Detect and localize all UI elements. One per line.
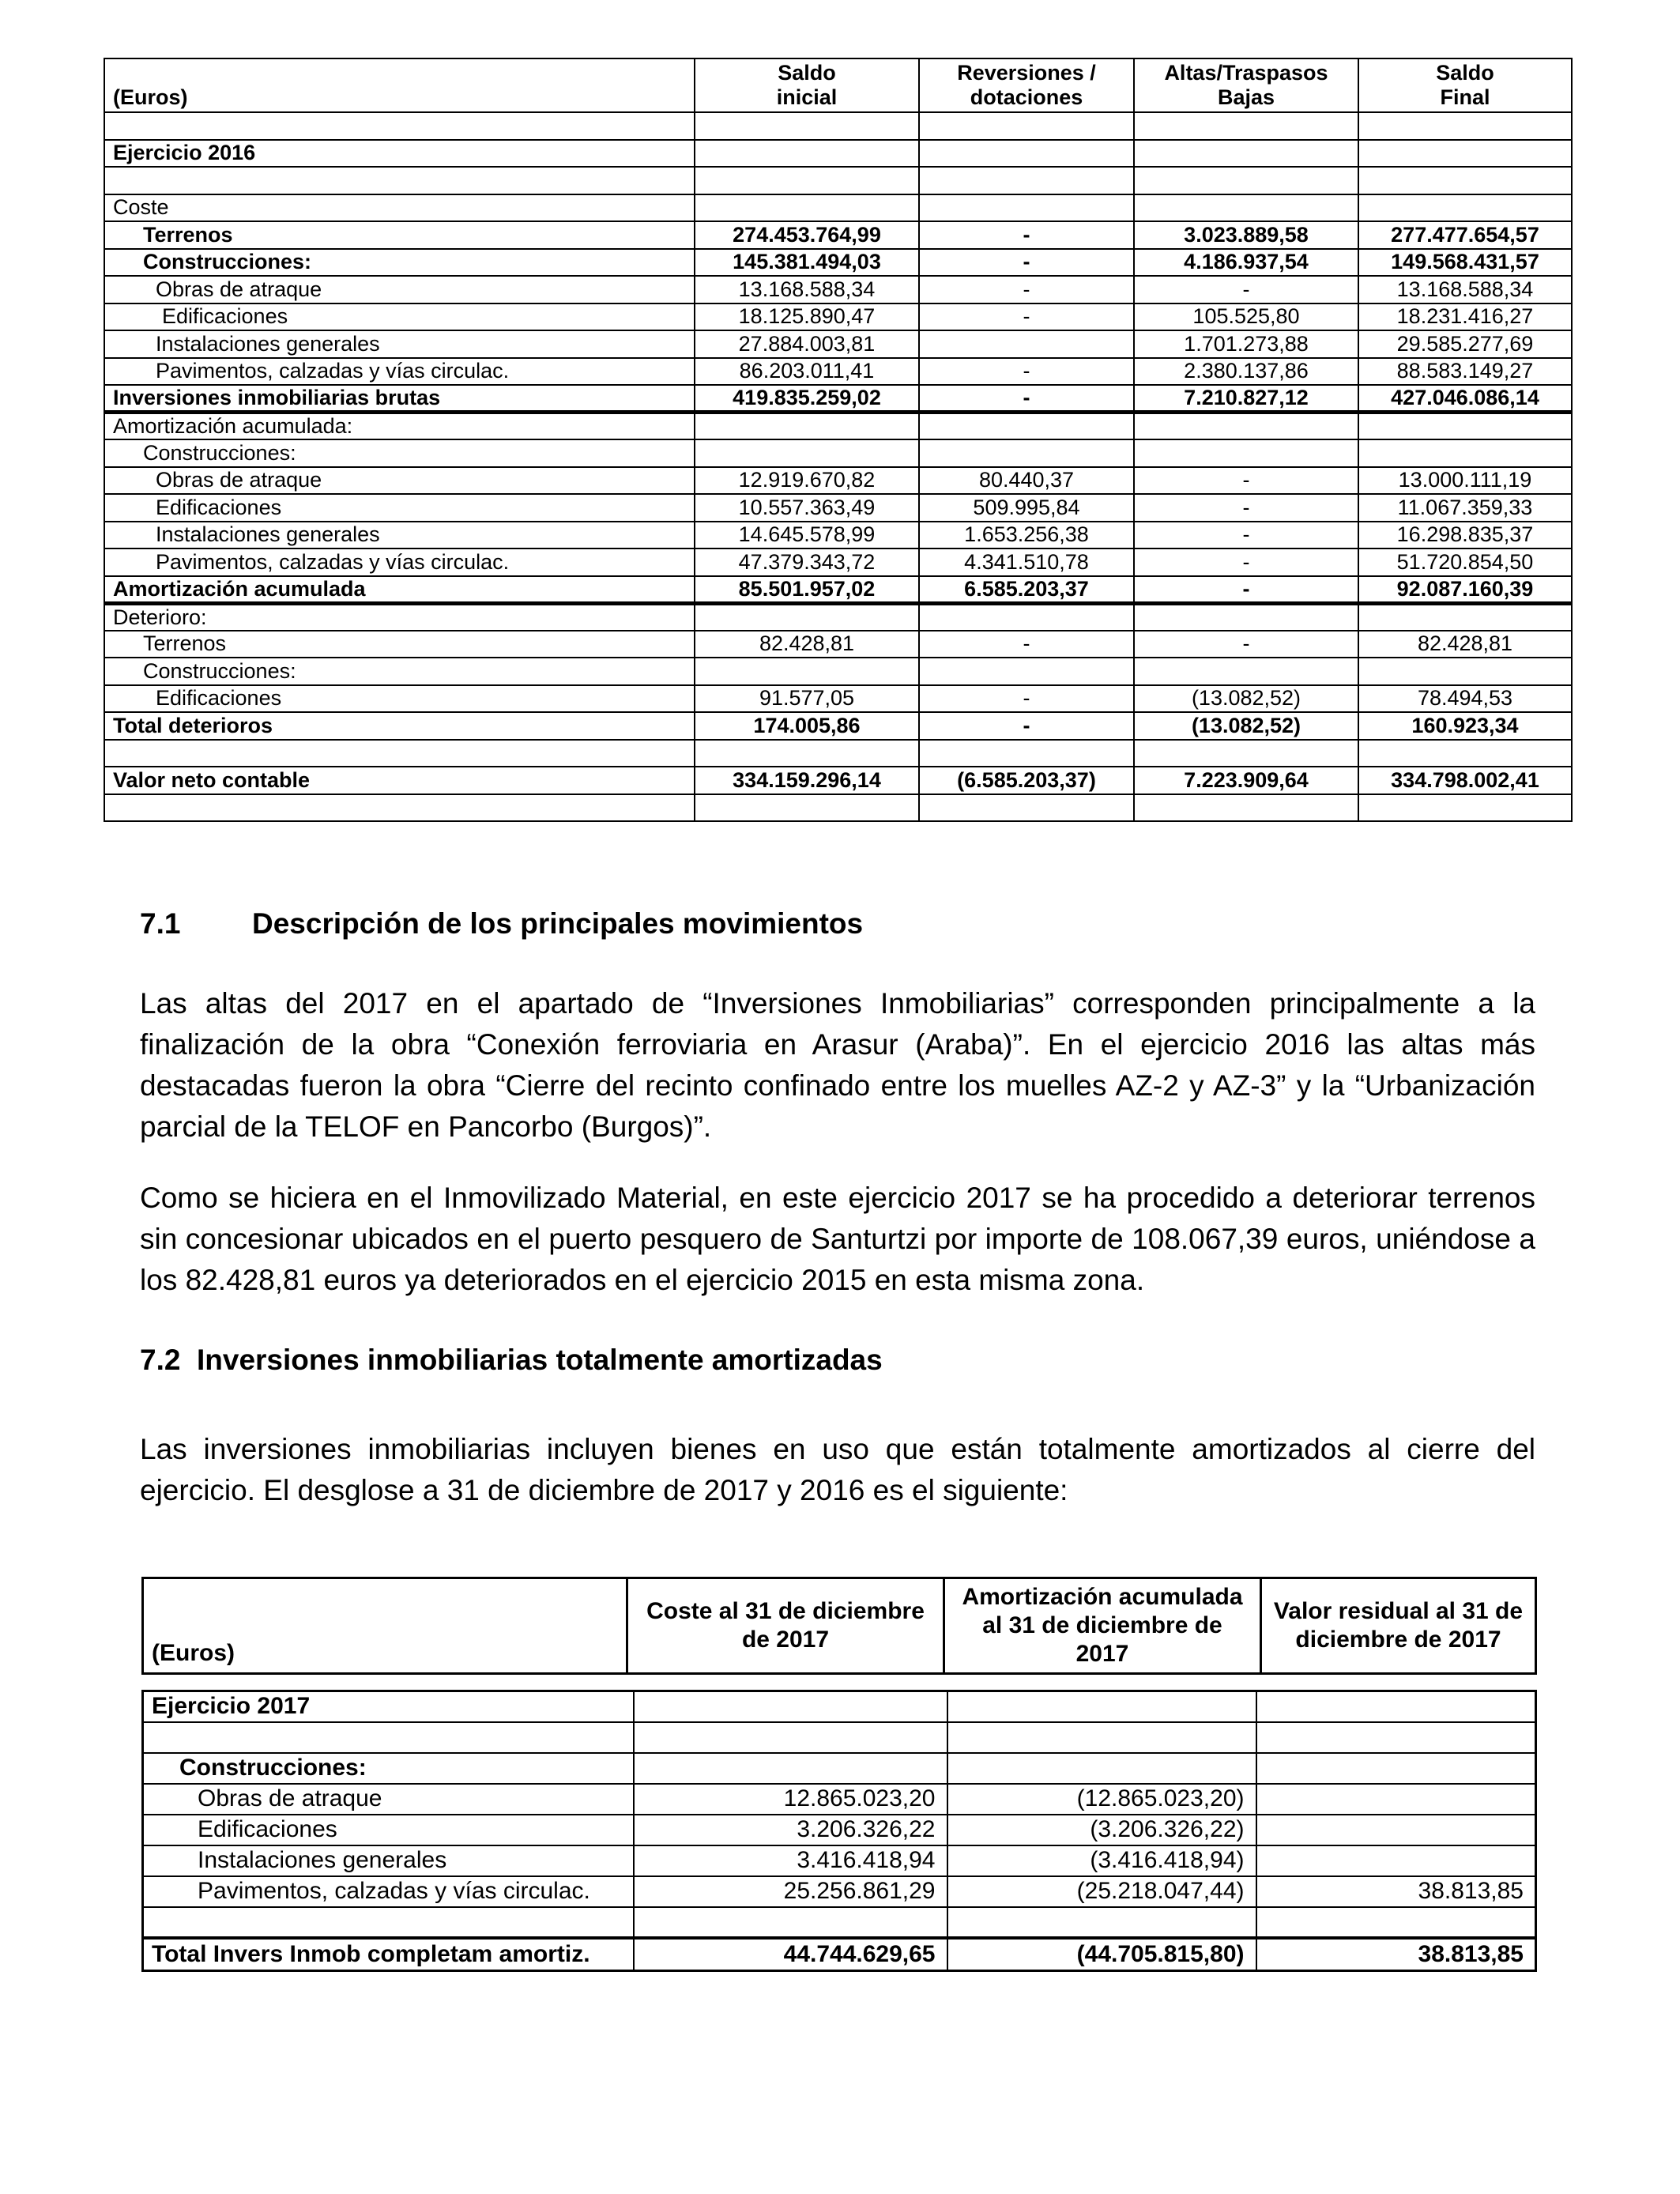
row-value: -	[919, 712, 1134, 740]
row-value: 44.744.629,65	[634, 1938, 947, 1971]
row-value: (13.082,52)	[1134, 712, 1358, 740]
row-value: 47.379.343,72	[695, 548, 919, 576]
row-value: 160.923,34	[1358, 712, 1572, 740]
table-row	[104, 794, 1572, 822]
row-value: 427.046.086,14	[1358, 385, 1572, 413]
row-value: 82.428,81	[1358, 631, 1572, 658]
fully-amortized-table-header	[141, 1577, 1537, 1675]
row-value: 4.341.510,78	[919, 548, 1134, 576]
row-value: 25.256.861,29	[634, 1876, 947, 1907]
row-value: 86.203.011,41	[695, 358, 919, 386]
table-row	[104, 467, 1572, 495]
row-value: 88.583.149,27	[1358, 358, 1572, 386]
table-row	[104, 712, 1572, 740]
row-label	[104, 112, 695, 140]
row-value: -	[919, 385, 1134, 413]
section-7-2-title: Inversiones inmobiliarias totalmente amortizadas	[197, 1344, 883, 1376]
section-7-2-heading	[140, 1344, 883, 1377]
row-value: -	[919, 276, 1134, 303]
row-value: 7.210.827,12	[1134, 385, 1358, 413]
table2-header-valor-residual: Valor residual al 31 de diciembre de 2017	[1261, 1578, 1536, 1674]
row-value	[919, 330, 1134, 358]
row-value: 12.919.670,82	[695, 467, 919, 495]
row-label: Obras de atraque	[104, 276, 695, 303]
row-value: 85.501.957,02	[695, 576, 919, 604]
row-label: Instalaciones generales	[104, 330, 695, 358]
row-value: 27.884.003,81	[695, 330, 919, 358]
row-label: Edificaciones	[104, 685, 695, 713]
table-row	[143, 1691, 1536, 1722]
row-value: 6.585.203,37	[919, 576, 1134, 604]
row-value: 92.087.160,39	[1358, 576, 1572, 604]
row-value	[919, 167, 1134, 194]
row-value	[1256, 1907, 1536, 1938]
table-row	[104, 548, 1572, 576]
table-row	[104, 767, 1572, 794]
row-value	[695, 658, 919, 685]
row-value: -	[919, 221, 1134, 249]
table2-header-amortizacion: Amortización acumulada al 31 de diciembre de 2017	[944, 1578, 1261, 1674]
row-value: 13.168.588,34	[695, 276, 919, 303]
row-value	[1134, 167, 1358, 194]
row-value	[1134, 112, 1358, 140]
row-value	[1256, 1845, 1536, 1876]
row-label: Obras de atraque	[104, 467, 695, 495]
row-value: -	[919, 631, 1134, 658]
section-7-1-paragraph-2: Como se hiciera en el Inmovilizado Material, en este ejercicio 2017 se ha procedido a deteriorar terrenos sin concesionar ubicados en el puerto pesquero de Santurtzi por importe de 108.067,39 euros, uniéndose a los 82.428,81 euros ya deteriorados en el ejercicio 2015 en esta misma zona.	[140, 1182, 1535, 1296]
table2-header-row	[143, 1578, 1536, 1674]
row-value	[1134, 794, 1358, 822]
row-value	[1256, 1691, 1536, 1722]
row-value: -	[1134, 631, 1358, 658]
table-row	[104, 439, 1572, 467]
row-label	[143, 1907, 634, 1938]
row-value: 38.813,85	[1256, 1938, 1536, 1971]
section-7-1-paragraph-1: Las altas del 2017 en el apartado de “Inversiones Inmobiliarias” corresponden principalmente a la finalización de la obra “Conexión ferroviaria en Arasur (Araba)”. En el ejercicio 2016 las altas más destacadas fueron la obra “Cierre del recinto confinado entre los muelles AZ-2 y AZ-3” y la “Urbanización parcial de la TELOF en Pancorbo (Burgos)”.	[140, 987, 1535, 1143]
row-value: -	[1134, 576, 1358, 604]
row-value: 80.440,37	[919, 467, 1134, 495]
row-value: 13.000.111,19	[1358, 467, 1572, 495]
row-value	[695, 194, 919, 222]
section-7-2-paragraph: Las inversiones inmobiliarias incluyen bienes en uso que están totalmente amortizados al cierre del ejercicio. El desglose a 31 de diciembre de 2017 y 2016 es el siguiente:	[140, 1433, 1535, 1506]
table-row	[143, 1876, 1536, 1907]
row-value: 274.453.764,99	[695, 221, 919, 249]
row-label: Coste	[104, 194, 695, 222]
row-value: 91.577,05	[695, 685, 919, 713]
row-value	[1134, 439, 1358, 467]
row-value: (12.865.023,20)	[947, 1784, 1256, 1815]
table-row	[104, 740, 1572, 767]
row-value: (3.206.326,22)	[947, 1815, 1256, 1845]
row-label: Pavimentos, calzadas y vías circulac.	[104, 548, 695, 576]
row-value: 38.813,85	[1256, 1876, 1536, 1907]
row-value: (13.082,52)	[1134, 685, 1358, 713]
table-row	[104, 631, 1572, 658]
row-value: -	[919, 685, 1134, 713]
row-value: -	[919, 249, 1134, 277]
row-value: 1.701.273,88	[1134, 330, 1358, 358]
row-value: 11.067.359,33	[1358, 494, 1572, 522]
row-label: Instalaciones generales	[143, 1845, 634, 1876]
table-row	[104, 249, 1572, 277]
row-value	[1256, 1722, 1536, 1753]
table2-header-coste: Coste al 31 de diciembre de 2017	[627, 1578, 944, 1674]
row-label	[143, 1722, 634, 1753]
row-label	[104, 794, 695, 822]
table-row	[104, 413, 1572, 440]
row-value	[1134, 140, 1358, 168]
row-value	[947, 1722, 1256, 1753]
table1-header-saldo-inicial: Saldo inicial	[695, 58, 919, 112]
row-value: 14.645.578,99	[695, 522, 919, 549]
row-value: 13.168.588,34	[1358, 276, 1572, 303]
row-value: -	[1134, 548, 1358, 576]
row-value	[695, 112, 919, 140]
row-label: Construcciones:	[104, 658, 695, 685]
row-value	[1358, 167, 1572, 194]
row-value: 3.206.326,22	[634, 1815, 947, 1845]
table-row	[104, 685, 1572, 713]
table-row	[104, 112, 1572, 140]
row-value	[919, 413, 1134, 440]
table1-header-altas: Altas/Traspasos Bajas	[1134, 58, 1358, 112]
row-value	[1134, 413, 1358, 440]
table-row	[104, 358, 1572, 386]
row-value: -	[919, 358, 1134, 386]
row-value: (3.416.418,94)	[947, 1845, 1256, 1876]
table-row	[104, 603, 1572, 631]
row-value	[1358, 603, 1572, 631]
row-value	[1256, 1784, 1536, 1815]
row-value: -	[1134, 276, 1358, 303]
row-value: 145.381.494,03	[695, 249, 919, 277]
table-row	[143, 1722, 1536, 1753]
row-value	[919, 194, 1134, 222]
row-value	[919, 658, 1134, 685]
row-label: Valor neto contable	[104, 767, 695, 794]
row-value	[695, 740, 919, 767]
row-value	[634, 1722, 947, 1753]
row-value	[1134, 194, 1358, 222]
row-label: Amortización acumulada	[104, 576, 695, 604]
row-value: -	[919, 303, 1134, 331]
table-row	[104, 576, 1572, 604]
row-value: -	[1134, 467, 1358, 495]
row-label: Construcciones:	[143, 1753, 634, 1784]
table2-body	[143, 1691, 1536, 1971]
row-value	[1358, 439, 1572, 467]
row-value: -	[1134, 494, 1358, 522]
row-value: (6.585.203,37)	[919, 767, 1134, 794]
row-value	[1358, 112, 1572, 140]
row-value: 174.005,86	[695, 712, 919, 740]
row-label	[104, 740, 695, 767]
row-value	[919, 112, 1134, 140]
row-value: 4.186.937,54	[1134, 249, 1358, 277]
table-row	[104, 330, 1572, 358]
investment-property-movements-table	[104, 58, 1573, 822]
row-label: Inversiones inmobiliarias brutas	[104, 385, 695, 413]
table-row	[104, 140, 1572, 168]
table1-header-saldo-final: Saldo Final	[1358, 58, 1572, 112]
row-value: 1.653.256,38	[919, 522, 1134, 549]
row-value: 18.231.416,27	[1358, 303, 1572, 331]
row-value	[695, 603, 919, 631]
row-value	[695, 140, 919, 168]
row-value	[1134, 658, 1358, 685]
table2-header-euros: (Euros)	[143, 1578, 627, 1674]
row-value	[1358, 740, 1572, 767]
row-value	[947, 1691, 1256, 1722]
row-value	[634, 1753, 947, 1784]
section-7-2-number: 7.2	[140, 1344, 181, 1376]
table-row	[143, 1753, 1536, 1784]
row-value: (25.218.047,44)	[947, 1876, 1256, 1907]
table-row	[143, 1815, 1536, 1845]
table-row	[143, 1907, 1536, 1938]
table-row	[104, 167, 1572, 194]
row-label: Edificaciones	[104, 303, 695, 331]
row-value: 12.865.023,20	[634, 1784, 947, 1815]
row-value: 509.995,84	[919, 494, 1134, 522]
row-value	[919, 740, 1134, 767]
row-value: 10.557.363,49	[695, 494, 919, 522]
row-label: Instalaciones generales	[104, 522, 695, 549]
row-label: Ejercicio 2017	[143, 1691, 634, 1722]
row-value	[919, 140, 1134, 168]
row-value	[634, 1691, 947, 1722]
row-label: Construcciones:	[104, 439, 695, 467]
row-value: 2.380.137,86	[1134, 358, 1358, 386]
table1-header-euros: (Euros)	[104, 58, 695, 112]
table-row	[143, 1784, 1536, 1815]
table-row	[104, 522, 1572, 549]
row-value	[1256, 1815, 1536, 1845]
table-row	[104, 658, 1572, 685]
table1-body	[104, 58, 1572, 821]
row-value	[1358, 794, 1572, 822]
table-row	[104, 194, 1572, 222]
row-value: 18.125.890,47	[695, 303, 919, 331]
row-label: Amortización acumulada:	[104, 413, 695, 440]
section-7-1-number: 7.1	[140, 907, 181, 940]
row-label: Pavimentos, calzadas y vías circulac.	[104, 358, 695, 386]
row-label	[104, 167, 695, 194]
row-value	[695, 794, 919, 822]
row-value	[1256, 1753, 1536, 1784]
row-value: 78.494,53	[1358, 685, 1572, 713]
row-label: Obras de atraque	[143, 1784, 634, 1815]
row-value	[919, 439, 1134, 467]
row-label: Edificaciones	[143, 1815, 634, 1845]
row-value	[919, 794, 1134, 822]
row-label: Construcciones:	[104, 249, 695, 277]
table1-header-reversiones: Reversiones / dotaciones	[919, 58, 1134, 112]
row-label: Terrenos	[104, 631, 695, 658]
row-label: Edificaciones	[104, 494, 695, 522]
row-value	[1358, 194, 1572, 222]
table-row	[104, 303, 1572, 331]
row-label: Ejercicio 2016	[104, 140, 695, 168]
table-row	[104, 276, 1572, 303]
row-value: 419.835.259,02	[695, 385, 919, 413]
row-value	[919, 603, 1134, 631]
row-value: 149.568.431,57	[1358, 249, 1572, 277]
table-row	[104, 221, 1572, 249]
row-value	[1134, 603, 1358, 631]
row-value	[1358, 413, 1572, 440]
table-row	[143, 1938, 1536, 1971]
row-value	[947, 1907, 1256, 1938]
row-label: Total Invers Inmob completam amortiz.	[143, 1938, 634, 1971]
row-value	[695, 167, 919, 194]
table-row	[104, 494, 1572, 522]
row-label: Deterioro:	[104, 603, 695, 631]
row-value: 7.223.909,64	[1134, 767, 1358, 794]
row-value: 334.798.002,41	[1358, 767, 1572, 794]
row-value: 16.298.835,37	[1358, 522, 1572, 549]
row-value: 277.477.654,57	[1358, 221, 1572, 249]
row-value	[1358, 658, 1572, 685]
row-value: 82.428,81	[695, 631, 919, 658]
table-row	[104, 385, 1572, 413]
row-value: 105.525,80	[1134, 303, 1358, 331]
row-value	[634, 1907, 947, 1938]
row-value	[695, 413, 919, 440]
fully-amortized-table	[141, 1690, 1537, 1972]
section-7-1-title: Descripción de los principales movimientos	[252, 907, 864, 940]
row-value: -	[1134, 522, 1358, 549]
row-value: 29.585.277,69	[1358, 330, 1572, 358]
row-value: (44.705.815,80)	[947, 1938, 1256, 1971]
row-label: Terrenos	[104, 221, 695, 249]
row-value: 51.720.854,50	[1358, 548, 1572, 576]
table1-header-row	[104, 58, 1572, 112]
row-value: 334.159.296,14	[695, 767, 919, 794]
section-7-1-heading	[140, 907, 863, 941]
row-value	[947, 1753, 1256, 1784]
row-value	[1134, 740, 1358, 767]
row-value	[695, 439, 919, 467]
row-value: 3.023.889,58	[1134, 221, 1358, 249]
row-value	[1358, 140, 1572, 168]
table-row	[143, 1845, 1536, 1876]
row-label: Total deterioros	[104, 712, 695, 740]
row-value: 3.416.418,94	[634, 1845, 947, 1876]
row-label: Pavimentos, calzadas y vías circulac.	[143, 1876, 634, 1907]
